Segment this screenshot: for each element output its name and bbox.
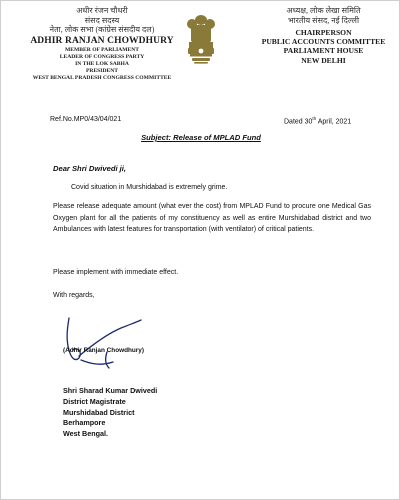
addressee-state: West Bengal. xyxy=(63,429,108,439)
addressee-designation: District Magistrate xyxy=(63,396,126,406)
closing: With regards, xyxy=(53,292,95,299)
office-building: PARLIAMENT HOUSE xyxy=(283,46,364,56)
sender-title-4: PRESIDENT xyxy=(85,68,119,75)
addressee-name: Shri Sharad Kumar Dwivedi xyxy=(63,386,158,395)
sender-title-1: MEMBER OF PARLIAMENT xyxy=(65,46,139,53)
committee-name: PUBLIC ACCOUNTS COMMITTEE xyxy=(261,37,386,47)
handwritten-signature xyxy=(61,316,146,376)
chair-role: CHAIRPERSON xyxy=(295,28,352,37)
reference-number: Ref.No.MP0/43/04/021 xyxy=(50,116,122,123)
addressee-block xyxy=(63,386,157,440)
hindi-party: नेता, लोक सभा (कांग्रेस संसदीय दल) xyxy=(49,25,155,34)
paragraph-implement: Please implement with immediate effect. xyxy=(53,269,179,276)
paragraph-situation: Covid situation in Murshidabad is extremely grime. xyxy=(71,184,228,191)
addressee-city: Berhampore xyxy=(63,418,106,428)
sender-title-3: IN THE LOK SABHA xyxy=(75,60,129,67)
letterhead-right xyxy=(251,6,396,65)
sender-title-2: LEADER OF CONGRESS PARTY xyxy=(59,53,145,60)
sender-title-5: WEST BENGAL PRADESH CONGRESS COMMITTEE xyxy=(32,75,172,82)
hindi-role: संसद सदस्य xyxy=(84,15,120,25)
national-emblem-icon xyxy=(181,11,221,73)
paragraph-request: Please release adequate amount (what ever the cost) from MPLAD Fund to procure one Medical Gas Oxygen plant for all the patients of my constituency as well as entire Murshidabad district and two Ambulances with latest features for transportation (with ventilator) of critical patients. xyxy=(53,203,371,234)
subject-line: Subject: Release of MPLAD Fund xyxy=(141,133,261,142)
salutation: Dear Shri Dwivedi ji, xyxy=(53,164,127,173)
letterhead-left xyxy=(23,6,181,83)
letter-date: Dated 30th April, 2021 xyxy=(284,116,352,126)
signatory-name: (Adhir Ranjan Chowdhury) xyxy=(63,347,144,354)
hindi-place: भारतीय संसद, नई दिल्ली xyxy=(287,15,360,25)
office-city: NEW DELHI xyxy=(301,55,346,65)
hindi-chair-role: अध्यक्ष, लोक लेखा समिति xyxy=(286,6,361,15)
addressee-district: Murshidabad District xyxy=(63,407,135,417)
sender-name: ADHIR RANJAN CHOWDHURY xyxy=(30,35,174,46)
hindi-name: अधीर रंजन चौधरी xyxy=(76,6,128,15)
